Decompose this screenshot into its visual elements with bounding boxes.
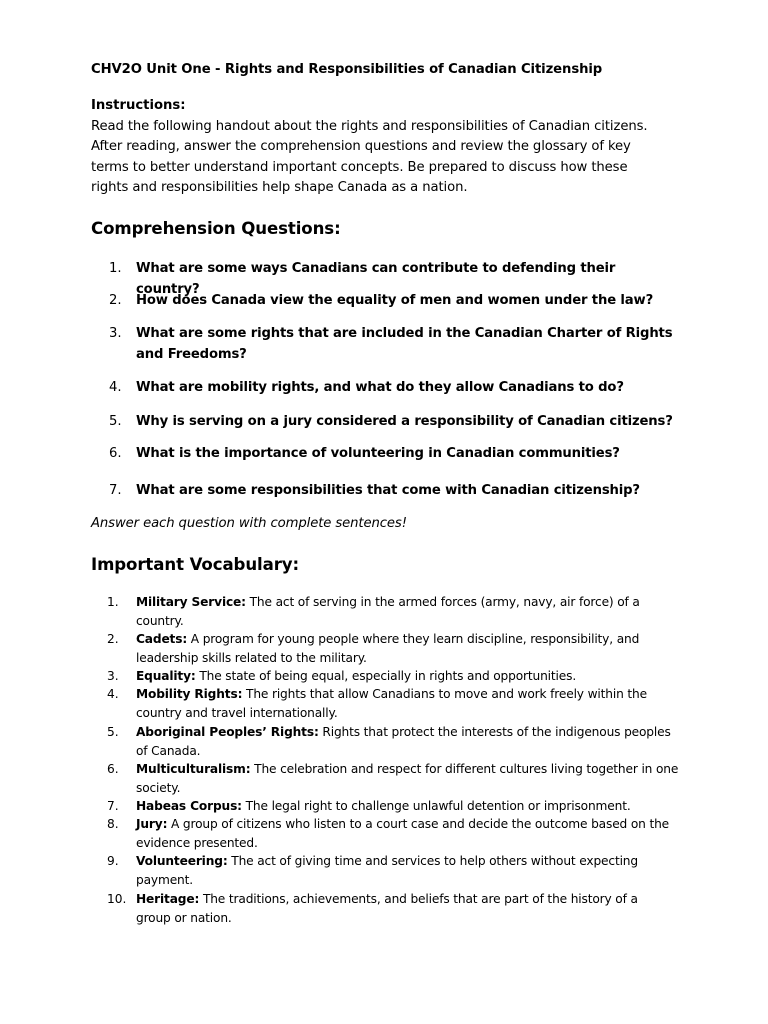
question-line: What are some ways Canadians can contribute to defending their country? — [136, 261, 616, 297]
question-line: How does Canada view the equality of men and women under the law? — [136, 293, 654, 308]
definition-text: Rights that protect the interests of the indigenous peoples — [318, 725, 671, 739]
vocabulary-number: 3. — [107, 669, 119, 683]
comprehension-heading: Comprehension Questions: — [91, 219, 341, 238]
question-number: 2. — [109, 293, 122, 308]
vocabulary-number: 7. — [107, 799, 119, 813]
vocabulary-definition — [136, 852, 681, 889]
vocabulary-term: Heritage: — [136, 892, 200, 906]
definition-line: of Canada. — [136, 743, 201, 758]
definition-line: country. — [136, 613, 184, 628]
vocabulary-definition — [136, 723, 681, 760]
vocabulary-term: Habeas Corpus: — [136, 799, 242, 813]
vocabulary-term: Aboriginal Peoples’ Rights: — [136, 725, 319, 739]
definition-line: leadership skills related to the military. — [136, 650, 367, 665]
vocabulary-number: 10. — [107, 892, 127, 906]
instructions-line: After reading, answer the comprehension questions and review the glossary of key — [91, 139, 631, 155]
definition-line: country and travel internationally. — [136, 705, 338, 720]
question-number: 3. — [109, 326, 122, 341]
question-text — [136, 377, 681, 398]
definition-line — [136, 667, 681, 686]
definition-text: The traditions, achievements, and beliefs that are part of the history of a — [199, 892, 638, 906]
vocabulary-number: 9. — [107, 854, 119, 868]
vocabulary-definition — [136, 667, 681, 686]
definition-line: payment. — [136, 872, 193, 887]
vocabulary-term: Volunteering: — [136, 854, 228, 868]
vocabulary-term: Mobility Rights: — [136, 687, 243, 701]
vocabulary-term: Cadets: — [136, 632, 188, 646]
definition-line — [136, 630, 681, 649]
question-line: What are some responsibilities that come with Canadian citizenship? — [136, 483, 640, 498]
vocabulary-number: 2. — [107, 632, 119, 646]
question-text — [136, 323, 681, 365]
definition-text: The celebration and respect for different cultures living together in one — [250, 762, 679, 776]
answer-note: Answer each question with complete sentences! — [91, 516, 407, 531]
definition-line — [136, 723, 681, 742]
vocabulary-heading: Important Vocabulary: — [91, 555, 300, 574]
definition-line — [136, 797, 681, 816]
vocabulary-definition — [136, 760, 681, 797]
question-line: What are some rights that are included in the Canadian Charter of Rights — [136, 326, 673, 341]
question-number: 1. — [109, 261, 122, 276]
definition-line — [136, 760, 681, 779]
definition-text: The act of giving time and services to help others without expecting — [227, 854, 638, 868]
definition-line: society. — [136, 780, 181, 795]
question-line: Why is serving on a jury considered a responsibility of Canadian citizens? — [136, 414, 673, 429]
definition-text: The state of being equal, especially in rights and opportunities. — [195, 669, 577, 683]
vocabulary-definition — [136, 593, 681, 630]
vocabulary-term: Equality: — [136, 669, 196, 683]
question-text — [136, 411, 681, 432]
vocabulary-definition — [136, 890, 681, 927]
instructions-label: Instructions: — [91, 98, 186, 113]
instructions-line: rights and responsibilities help shape Canada as a nation. — [91, 179, 468, 195]
question-line: What is the importance of volunteering in Canadian communities? — [136, 446, 620, 461]
definition-text: The act of serving in the armed forces (army, navy, air force) of a — [245, 595, 640, 609]
definition-line — [136, 685, 681, 704]
instructions-line: Read the following handout about the rights and responsibilities of Canadian citizens. — [91, 119, 648, 134]
definition-text: A program for young people where they learn discipline, responsibility, and — [187, 632, 640, 646]
question-line: and Freedoms? — [136, 347, 247, 362]
vocabulary-term: Jury: — [136, 817, 168, 831]
definition-line — [136, 593, 681, 612]
vocabulary-number: 4. — [107, 687, 119, 701]
question-text — [136, 480, 681, 501]
definition-line — [136, 890, 681, 909]
question-number: 6. — [109, 446, 122, 461]
vocabulary-number: 6. — [107, 762, 119, 776]
instructions-paragraph — [91, 117, 681, 198]
definition-text: The rights that allow Canadians to move and work freely within the — [242, 687, 647, 701]
vocabulary-definition — [136, 685, 681, 722]
vocabulary-term: Multiculturalism: — [136, 762, 251, 776]
vocabulary-definition — [136, 815, 681, 852]
question-line: What are mobility rights, and what do they allow Canadians to do? — [136, 380, 624, 395]
definition-line — [136, 815, 681, 834]
definition-line: evidence presented. — [136, 835, 258, 850]
question-number: 5. — [109, 414, 122, 429]
definition-text: The legal right to challenge unlawful detention or imprisonment. — [241, 799, 631, 813]
definition-text: A group of citizens who listen to a court case and decide the outcome based on the — [167, 817, 670, 831]
definition-line: group or nation. — [136, 910, 232, 925]
vocabulary-number: 1. — [107, 595, 119, 609]
vocabulary-definition — [136, 630, 681, 667]
vocabulary-number: 5. — [107, 725, 119, 739]
vocabulary-term: Military Service: — [136, 595, 246, 609]
instructions-line: terms to better understand important concepts. Be prepared to discuss how these — [91, 159, 628, 175]
document-title: CHV2O Unit One - Rights and Responsibilities of Canadian Citizenship — [91, 62, 603, 77]
definition-line — [136, 852, 681, 871]
vocabulary-definition — [136, 797, 681, 816]
question-text — [136, 290, 681, 311]
question-text — [136, 443, 681, 464]
question-number: 7. — [109, 483, 122, 498]
vocabulary-number: 8. — [107, 817, 119, 831]
question-number: 4. — [109, 380, 122, 395]
